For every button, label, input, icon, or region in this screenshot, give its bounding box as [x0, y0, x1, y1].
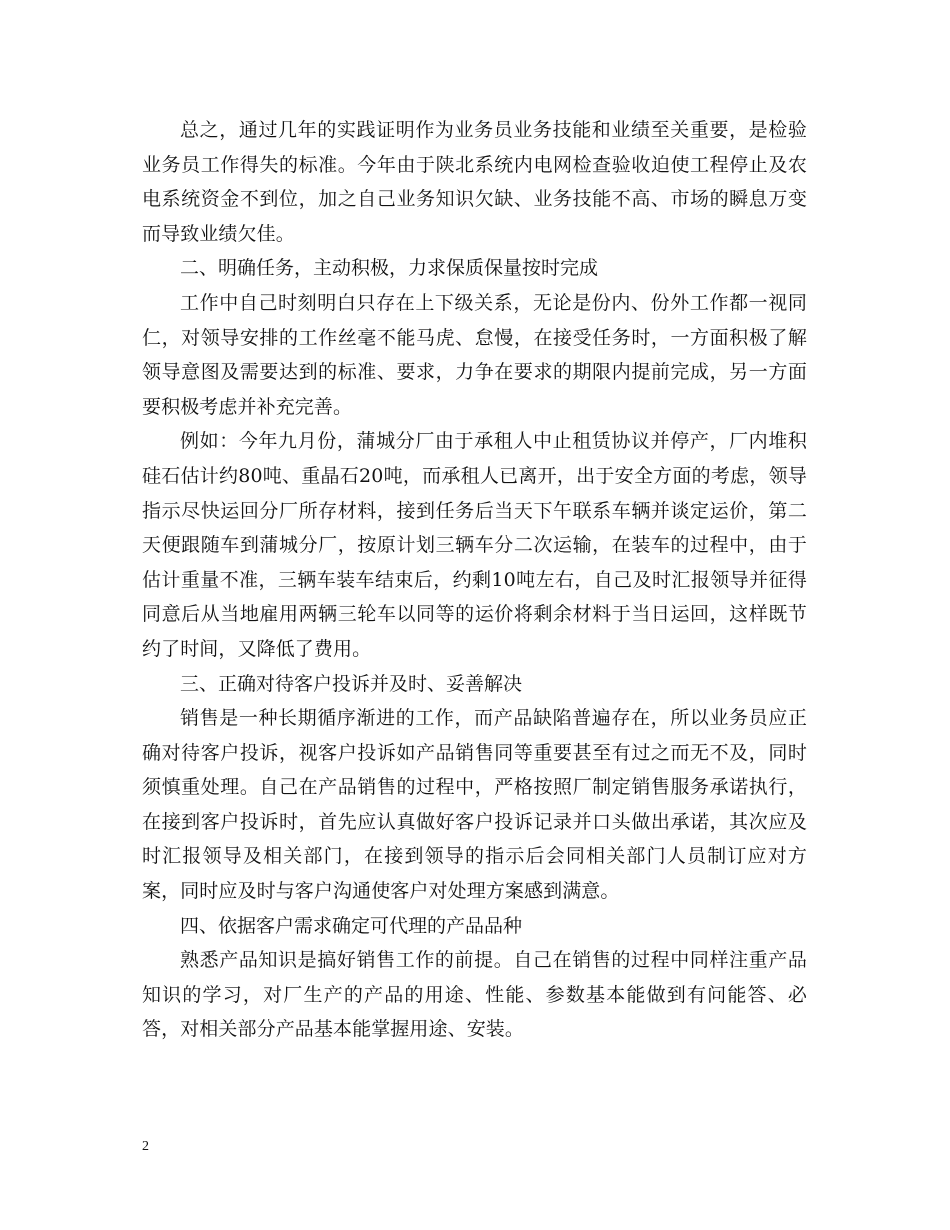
paragraph-complaints: 销售是一种长期循序渐进的工作，而产品缺陷普遍存在，所以业务员应正确对待客户投诉，视客户投诉如产品销售同等重要甚至有过之而无不及，同时须慎重处理。自己在产品销售的过程中，严格按照厂制定销售服务承诺执行，在接到客户投诉时，首先应认真做好客户投诉记录并口头做出承诺，其次应及时汇报领导及相关部门，在接到领导的指示后会同相关部门人员制订应对方案，同时应及时与客户沟通使客户对处理方案感到满意。 — [142, 707, 807, 903]
section-heading-2: 二、明确任务，主动积极，力求保质保量按时完成 — [180, 257, 599, 280]
section-heading-4: 四、依据客户需求确定可代理的产品品种 — [180, 914, 523, 937]
page-number: 2 — [142, 1139, 149, 1154]
paragraph-example: 例如：今年九月份，蒲城分厂由于承租人中止租赁协议并停产，厂内堆积硅石估计约80吨、重晶石20吨，而承租人已离开，出于安全方面的考虑，领导指示尽快运回分厂所存材料，接到任务后当天下午联系车辆并谈定运价，第二天便跟随车到蒲城分厂，按原计划三辆车分二次运输，在装车的过程中，由于估计重量不准，三辆车装车结束后，约剩10吨左右，自己及时汇报领导并征得同意后从当地雇用两辆三轮车以同等的运价将剩余材料于当日运回，这样既节约了时间，又降低了费用。 — [142, 430, 807, 660]
section-heading-3: 三、正确对待客户投诉并及时、妥善解决 — [180, 672, 523, 695]
paragraph-product-knowledge: 熟悉产品知识是搞好销售工作的前提。自己在销售的过程中同样注重产品知识的学习，对厂生产的产品的用途、性能、参数基本能做到有问能答、必答，对相关部分产品基本能掌握用途、安装。 — [142, 949, 807, 1041]
paragraph-summary: 总之，通过几年的实践证明作为业务员业务技能和业绩至关重要，是检验业务员工作得失的标准。今年由于陕北系统内电网检查验收迫使工程停止及农电系统资金不到位，加之自己业务知识欠缺、业务技能不高、市场的瞬息万变而导致业绩欠佳。 — [142, 119, 807, 245]
paragraph-task-attitude: 工作中自己时刻明白只存在上下级关系，无论是份内、份外工作都一视同仁，对领导安排的工作丝毫不能马虎、怠慢，在接受任务时，一方面积极了解领导意图及需要达到的标准、要求，力争在要求的期限内提前完成，另一方面要积极考虑并补充完善。 — [142, 291, 807, 418]
document-body — [142, 113, 807, 1047]
